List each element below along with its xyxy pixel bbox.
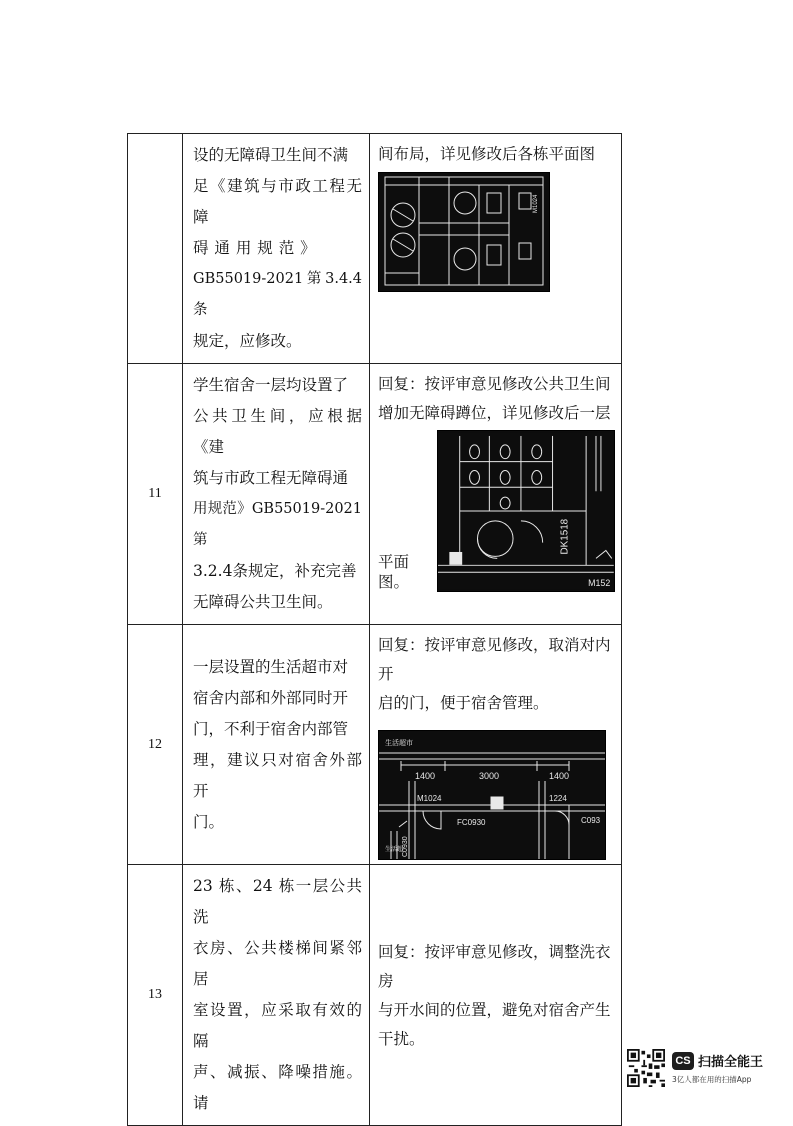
plan-label: M1024 (533, 194, 539, 213)
table-row (128, 625, 622, 865)
row-number-cell: 13 (128, 865, 183, 1126)
scanner-logo: CS (672, 1052, 694, 1070)
plan-label: FC0930 (457, 818, 486, 827)
opinion-line: 宿舍内部和外部同时开 (193, 688, 349, 707)
review-opinion-cell (183, 134, 370, 364)
floor-plan-excerpt-accessible-toilet (437, 430, 615, 592)
table-row (128, 364, 622, 625)
row-number-cell: 11 (128, 364, 183, 625)
opinion-line: 公共卫生间，应根据《建 (193, 407, 362, 456)
reply-cell (370, 364, 622, 625)
reply-line: 回复：按评审意见修改，调整洗衣房 (378, 943, 611, 990)
scanner-brand-name: 扫描全能王 (698, 1055, 764, 1070)
opinion-line: 设的无障碍卫生间不满 (193, 146, 349, 164)
opinion-line: 筑与市政工程无障碍通 (193, 469, 349, 487)
opinion-line: 碍 通 用 规 范 》 (193, 239, 317, 257)
plan-label: C0930 (402, 836, 409, 857)
review-opinion-cell (183, 865, 370, 1126)
reply-line: 平面图。 (378, 553, 410, 591)
opinion-line: 声、减振、降噪措施。请 (193, 1063, 362, 1112)
opinion-line: 衣房、公共楼梯间紧邻居 (193, 939, 362, 988)
row-number-cell: 12 (128, 625, 183, 865)
opinion-line: 足《建筑与市政工程无障 (193, 177, 362, 226)
row-number-cell (128, 134, 183, 364)
plan-label: 3000 (479, 771, 500, 781)
floor-plan-excerpt-supermarket (378, 730, 606, 860)
review-opinion-cell (183, 364, 370, 625)
table-row (128, 134, 622, 364)
opinion-line: 23 栋、24 栋一层公共洗 (193, 877, 362, 926)
opinion-line: 规定，应修改。 (193, 332, 302, 350)
qr-code-icon (627, 1049, 665, 1087)
reply-cell (370, 865, 622, 1126)
opinion-line: 学生宿舍一层均设置了 (193, 376, 349, 394)
opinion-line: 门。 (193, 812, 225, 831)
plan-label: C093 (581, 816, 601, 825)
opinion-line: 理，建议只对宿舍外部开 (193, 750, 362, 800)
scanner-tagline: 3亿人都在用的扫描App (672, 1075, 752, 1084)
review-opinion-cell (183, 625, 370, 865)
opinion-line: 室设置，应采取有效的隔 (193, 1001, 362, 1050)
opinion-line: 3.2.4条规定，补充完善 (193, 562, 357, 580)
plan-label: 生活超市 (385, 740, 413, 747)
scanner-watermark (627, 1049, 764, 1089)
opinion-line: 一层设置的生活超市对 (193, 657, 349, 676)
plan-label: M1024 (417, 794, 442, 803)
reply-line: 增加无障碍蹲位，详见修改后一层 (378, 404, 611, 422)
reply-cell (370, 134, 622, 364)
opinion-line: GB55019-2021第3.4.4条 (193, 271, 362, 318)
plan-label: DK1518 (559, 518, 571, 555)
reply-line: 启的门，便于宿舍管理。 (378, 694, 549, 712)
opinion-line: 用规范》GB55019-2021第 (193, 501, 362, 548)
floor-plan-excerpt-toilets (378, 172, 550, 292)
plan-label: 生活超 (385, 847, 404, 853)
opinion-line: 无障碍公共卫生间。 (193, 593, 333, 611)
plan-label: 1400 (415, 771, 436, 781)
plan-label: M152 (588, 578, 611, 589)
reply-line: 回复：按评审意见修改，取消对内开 (378, 636, 611, 683)
plan-label: 1224 (549, 794, 567, 803)
reply-line: 间布局，详见修改后各栋平面图 (378, 145, 596, 163)
reply-line: 回复：按评审意见修改公共卫生间 (378, 375, 611, 393)
review-table (127, 133, 622, 1126)
opinion-line: 门，不利于宿舍内部管 (193, 719, 349, 738)
reply-line: 干扰。 (378, 1030, 425, 1048)
reply-line: 与开水间的位置，避免对宿舍产生 (378, 1001, 611, 1019)
table-row (128, 865, 622, 1126)
reply-cell (370, 625, 622, 865)
plan-label: 1400 (549, 771, 570, 781)
